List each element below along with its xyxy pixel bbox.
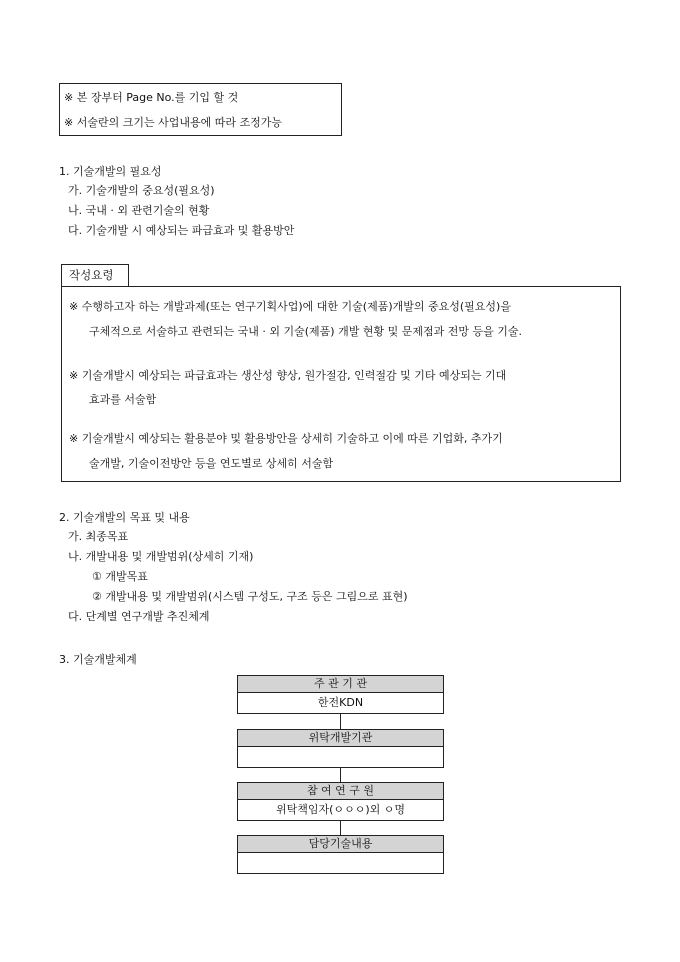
section3-title: 3. 기술개발체계 — [59, 653, 137, 666]
note-line-2: ※ 서술란의 크기는 사업내용에 따라 조정가능 — [64, 116, 282, 129]
guide-para1-line2: 구체적으로 서술하고 관련되는 국내 · 외 기술(제품) 개발 현황 및 문제점과 전망 등을 기술. — [89, 325, 522, 338]
org-box-tech-responsibility — [237, 835, 444, 874]
org-box2-body — [238, 747, 443, 767]
guide-para3-line1: ※ 기술개발시 예상되는 활용분야 및 활용방안을 상세히 기술하고 이에 따른 기업화, 추가기 — [69, 432, 503, 445]
section1-title: 1. 기술개발의 필요성 — [59, 165, 162, 178]
section2-item-b: 나. 개발내용 및 개발범위(상세히 기재) — [68, 550, 254, 563]
section2-title: 2. 기술개발의 목표 및 내용 — [59, 511, 190, 524]
org-box4-header: 담당기술내용 — [238, 836, 443, 853]
org-box1-header: 주 관 기 관 — [238, 676, 443, 693]
section2-item-b2: ② 개발내용 및 개발범위(시스템 구성도, 구조 등은 그림으로 표현) — [92, 590, 408, 603]
section1-item-a: 가. 기술개발의 중요성(필요성) — [68, 184, 215, 197]
section2-item-b1: ① 개발목표 — [92, 570, 148, 583]
instruction-note-box — [59, 83, 342, 136]
note-line-1: ※ 본 장부터 Page No.를 기입 할 것 — [64, 91, 239, 104]
org-box3-header: 참 여 연 구 원 — [238, 783, 443, 800]
section2-item-c: 다. 단계별 연구개발 추진체계 — [68, 610, 210, 623]
org-box4-body — [238, 853, 443, 873]
guide-para3-line2: 술개발, 기술이전방안 등을 연도별로 상세히 서술함 — [89, 457, 334, 470]
guide-para2-line1: ※ 기술개발시 예상되는 파급효과는 생산성 향상, 원가절감, 인력절감 및 기타 예상되는 기대 — [69, 369, 507, 382]
org-connector-2 — [340, 767, 341, 782]
org-box-lead-institution — [237, 675, 444, 714]
guide-tab-label: 작성요령 — [61, 264, 129, 286]
org-box-contract-institution — [237, 729, 444, 768]
org-connector-1 — [340, 713, 341, 729]
org-box2-header: 위탁개발기관 — [238, 730, 443, 747]
writing-guide-box — [61, 286, 621, 482]
guide-para2-line2: 효과를 서술함 — [89, 393, 157, 406]
section2-item-a: 가. 최종목표 — [68, 530, 129, 543]
section1-item-c: 다. 기술개발 시 예상되는 파급효과 및 활용방안 — [68, 224, 295, 237]
org-box1-body: 한전KDN — [317, 696, 364, 709]
org-box-researchers — [237, 782, 444, 821]
org-connector-3 — [340, 820, 341, 835]
guide-para1-line1: ※ 수행하고자 하는 개발과제(또는 연구기획사업)에 대한 기술(제품)개발의 중요성(필요성)을 — [69, 300, 511, 313]
section1-item-b: 나. 국내 · 외 관련기술의 현황 — [68, 204, 210, 217]
org-box3-body: 위탁책임자(ㅇㅇㅇ)외 ㅇ명 — [276, 803, 405, 816]
